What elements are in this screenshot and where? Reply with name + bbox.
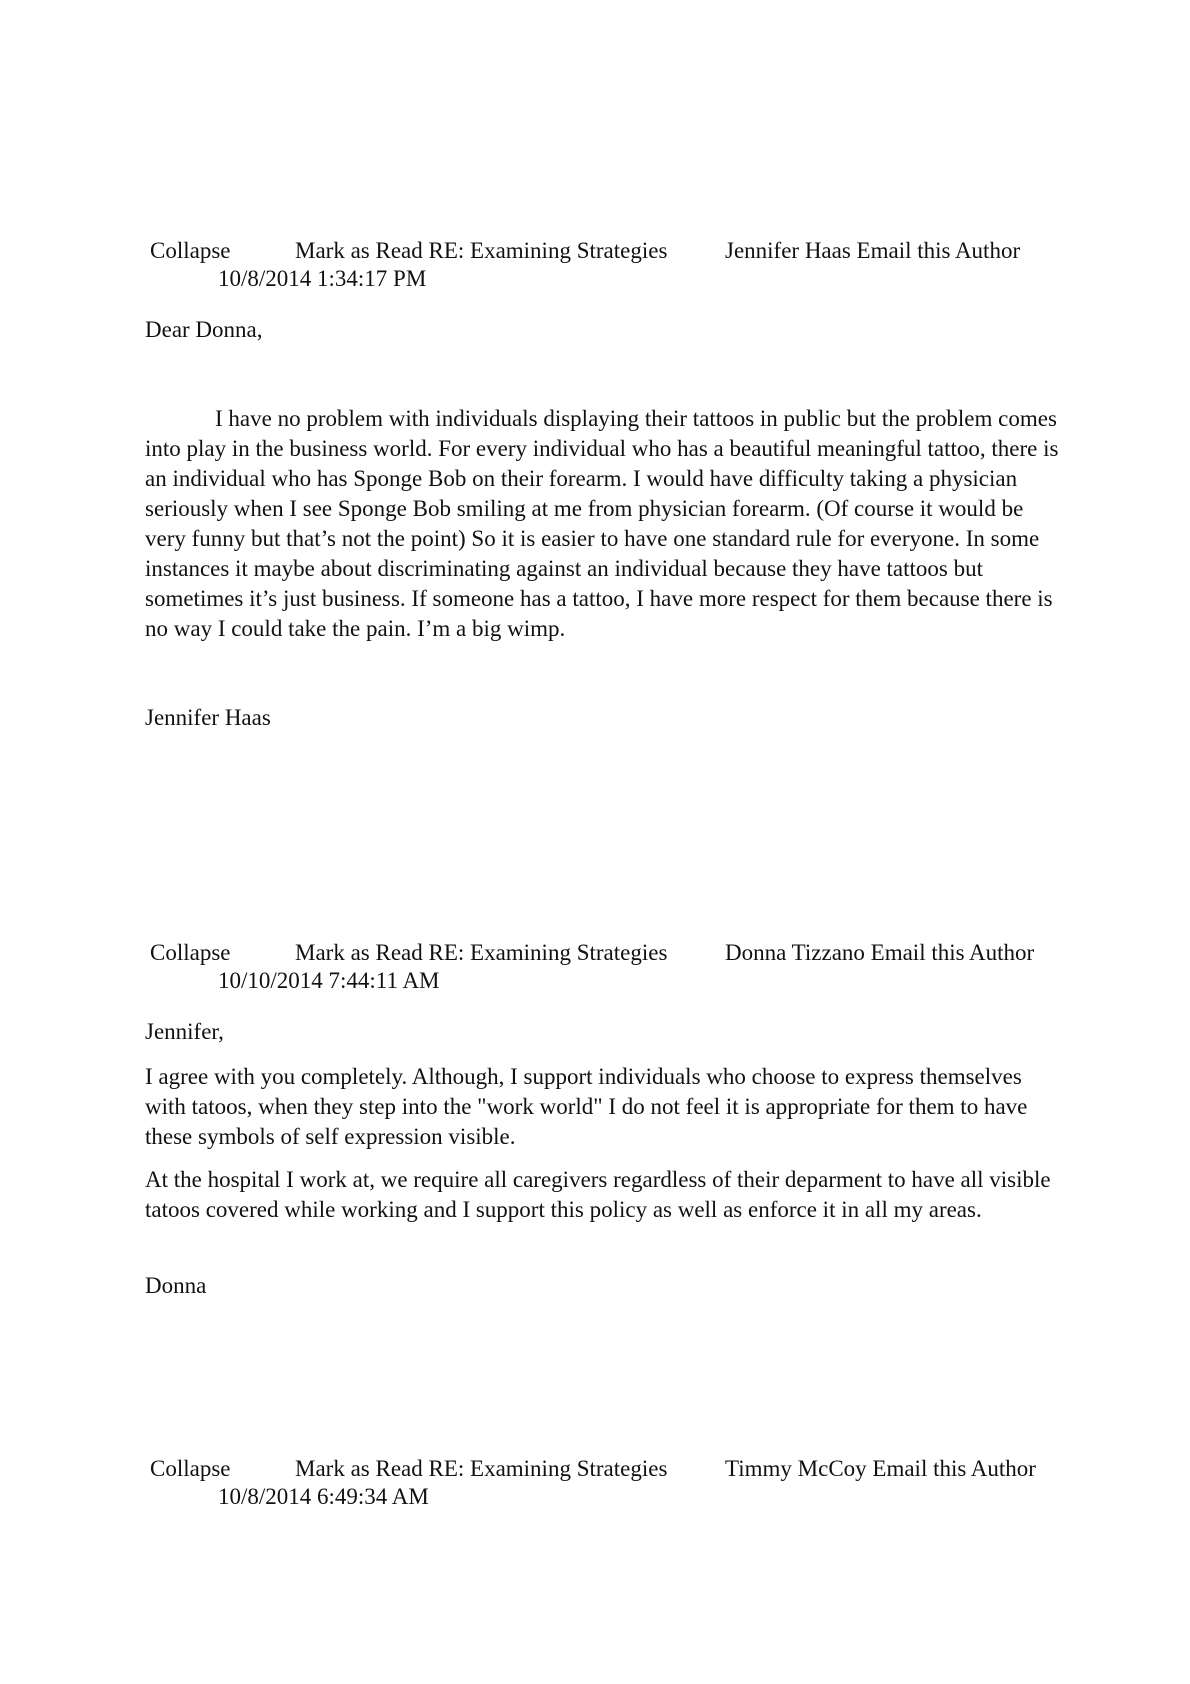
post-timestamp: 10/10/2014 7:44:11 AM (218, 968, 440, 993)
post-greeting: Jennifer, (145, 1019, 224, 1044)
post-timestamp: 10/8/2014 1:34:17 PM (218, 266, 427, 291)
post-header (150, 1454, 1050, 1484)
post-greeting: Dear Donna, (145, 317, 263, 342)
collapse-link[interactable]: Collapse (150, 238, 231, 263)
collapse-link[interactable]: Collapse (150, 1456, 231, 1481)
post-header (150, 938, 1050, 968)
author-email-link[interactable]: Donna Tizzano Email this Author (725, 940, 1035, 965)
post-signature: Jennifer Haas (145, 705, 271, 730)
author-email-link[interactable]: Jennifer Haas Email this Author (725, 238, 1021, 263)
author-email-link[interactable]: Timmy McCoy Email this Author (725, 1456, 1036, 1481)
post-body (145, 404, 1065, 644)
mark-as-read-subject[interactable]: Mark as Read RE: Examining Strategies (295, 238, 668, 263)
post-paragraph: I agree with you completely. Although, I support individuals who choose to express themselves with tatoos, when they step into the "work world" I do not feel it is appropriate for them to have these symbols of self expression visible. (145, 1064, 1028, 1149)
post-signature: Donna (145, 1273, 207, 1298)
post-paragraph: At the hospital I work at, we require all caregivers regardless of their deparment to have all visible tatoos covered while working and I support this policy as well as enforce it in all my areas. (145, 1167, 1051, 1222)
post-body (145, 1165, 1065, 1225)
post-body (145, 1062, 1065, 1152)
post-paragraph: I have no problem with individuals displaying their tattoos in public but the problem comes into play in the business world. For every individual who has a beautiful meaningful tattoo, there is an individual who has Sponge Bob on their forearm. I would have difficulty taking a physician seriously when I see Sponge Bob smiling at me from physician forearm. (Of course it would be very funny but that’s not the point) So it is easier to have one standard rule for everyone. In some instances it maybe about discriminating against an individual because they have tattoos but sometimes it’s just business. If someone has a tattoo, I have more respect for them because there is no way I could take the pain. I’m a big wimp. (145, 406, 1059, 641)
post-header (150, 236, 1050, 266)
mark-as-read-subject[interactable]: Mark as Read RE: Examining Strategies (295, 1456, 668, 1481)
post-timestamp: 10/8/2014 6:49:34 AM (218, 1484, 429, 1509)
collapse-link[interactable]: Collapse (150, 940, 231, 965)
mark-as-read-subject[interactable]: Mark as Read RE: Examining Strategies (295, 940, 668, 965)
